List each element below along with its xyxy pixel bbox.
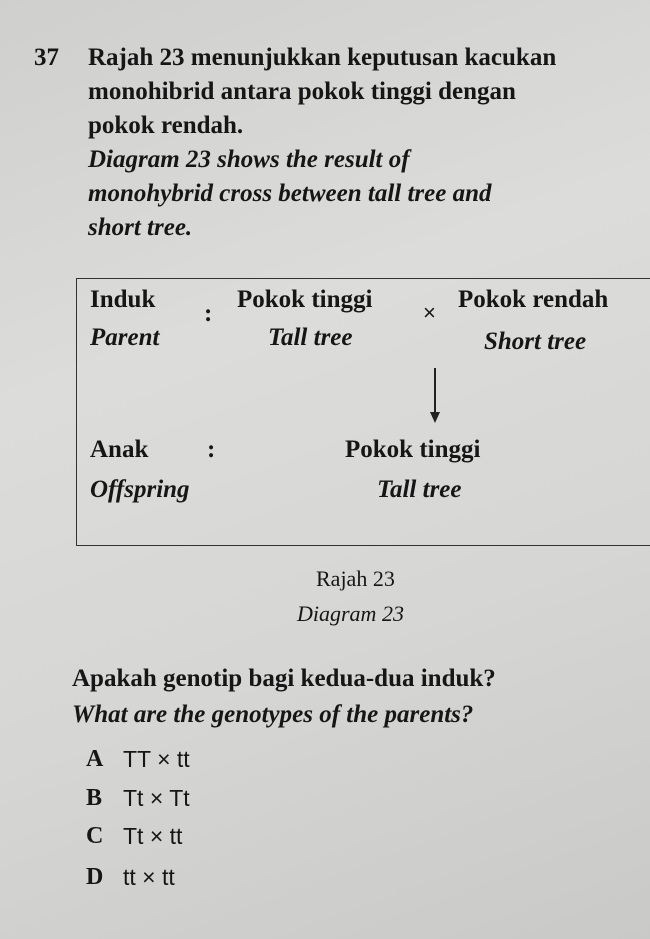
offspring-en: Tall tree (377, 476, 462, 503)
down-arrow-icon (428, 368, 442, 424)
prompt-english: What are the genotypes of the parents? (72, 701, 474, 728)
question-english-line: monohybrid cross between tall tree and (88, 180, 492, 207)
parent-label-en: Parent (90, 324, 160, 351)
option-letter: D (86, 864, 104, 890)
option-c[interactable]: Tt × tt (123, 823, 183, 849)
question-malay-line: Rajah 23 menunjukkan keputusan kacukan (88, 44, 557, 71)
caption-english: Diagram 23 (297, 601, 404, 626)
parent2: Pokok rendah (458, 286, 609, 313)
colon: : (204, 300, 213, 327)
option-letter: C (86, 823, 104, 849)
option-a[interactable]: TT × tt (123, 746, 190, 772)
parent1: Pokok tinggi (237, 286, 373, 313)
offspring: Pokok tinggi (345, 436, 481, 463)
option-d[interactable]: tt × tt (123, 864, 175, 890)
question-english-line: short tree. (88, 214, 193, 241)
option-b[interactable]: Tt × Tt (123, 785, 190, 811)
question-number: 37 (34, 44, 59, 71)
prompt-malay: Apakah genotip bagi kedua-dua induk? (72, 665, 496, 692)
offspring-label-en: Offspring (90, 476, 190, 503)
question-malay-line: monohibrid antara pokok tinggi dengan (88, 78, 516, 105)
cross-symbol: × (423, 300, 436, 325)
offspring-label: Anak (90, 436, 149, 463)
caption-malay: Rajah 23 (316, 566, 395, 591)
question-english-line: Diagram 23 shows the result of (88, 146, 410, 173)
parent-label: Induk (90, 286, 156, 313)
question-malay-line: pokok rendah. (88, 112, 244, 139)
parent2-en: Short tree (484, 328, 587, 355)
colon: : (207, 436, 216, 463)
diagram-box (76, 278, 650, 546)
option-letter: B (86, 785, 103, 811)
parent1-en: Tall tree (268, 324, 353, 351)
option-letter: A (86, 746, 104, 772)
